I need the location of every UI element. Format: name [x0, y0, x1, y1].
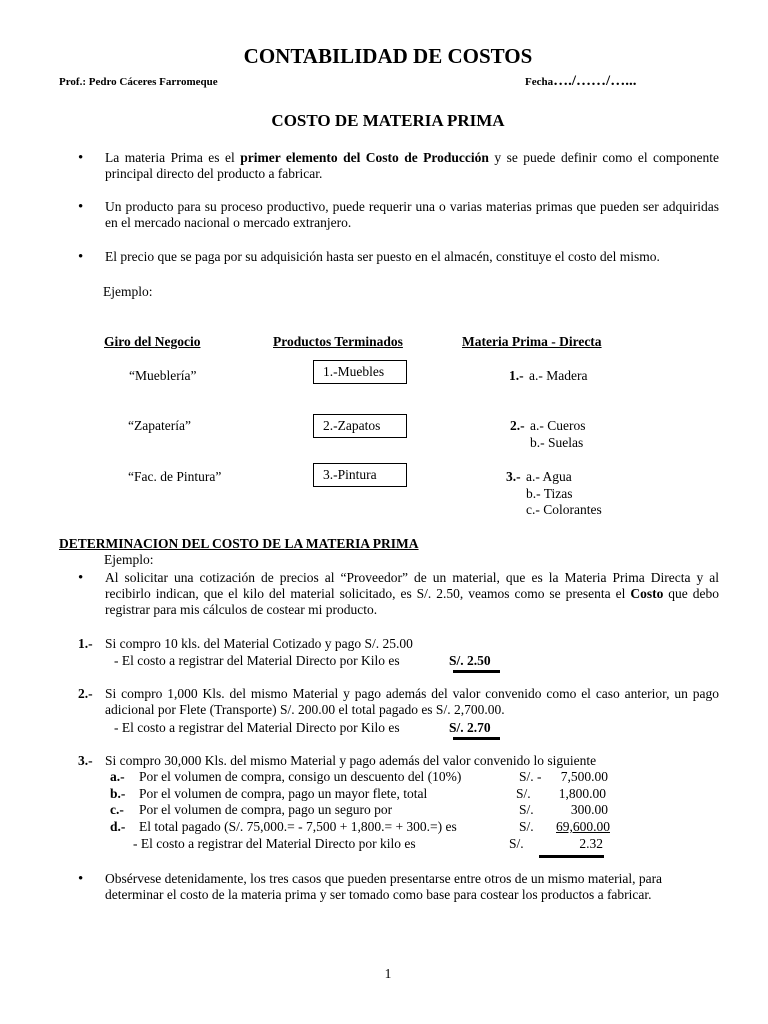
definition-post: y se puede definir como el componente principal directo del producto a fabricar. [105, 150, 719, 181]
item-text: El total pagado (S/. 75,000.= - 7,500 + 1,800.= + 300.=) es [139, 819, 457, 834]
result-underline [453, 670, 500, 673]
product-box: 3.-Pintura [313, 463, 407, 487]
item-amount: 1,800.00 [558, 786, 606, 801]
case-subtext: - El costo a registrar del Material Directo por Kilo es [114, 653, 400, 668]
case-result: S/. 2.50 [449, 653, 491, 668]
item-text: Por el volumen de compra, pago un mayor flete, total [139, 786, 428, 801]
case-text: Si compro 10 kls. del Material Cotizado y pago S/. 25.00 [105, 636, 413, 651]
item-label: c.- [110, 802, 124, 817]
case-number: 3.- [78, 753, 93, 768]
date-label: Fecha [525, 76, 554, 88]
bullet-icon: • [78, 871, 84, 887]
bullet-icon: • [78, 150, 84, 166]
cotizacion-pre: Al solicitar una cotización de precios al “Proveedor” de un material, que es la Materia Prima Directa y al recibirlo indican, que el kilo del material solicitado, es S/. 2.50, veamos como se presenta el [105, 570, 719, 601]
materia-item: c.- Colorantes [526, 502, 602, 517]
item-currency: S/. [519, 819, 534, 834]
product-box: 1.-Muebles [313, 360, 407, 384]
item-currency: S/. [516, 786, 531, 801]
item-label: b.- [110, 786, 126, 801]
definition-pre: La materia Prima es el [105, 150, 241, 165]
paragraph-cotizacion [105, 570, 719, 618]
page-number: 1 [384, 966, 392, 981]
table-row-giro: “Mueblería” [129, 368, 197, 383]
section-title-determinacion: DETERMINACION DEL COSTO DE LA MATERIA PRIMA [59, 536, 419, 551]
case-subtext: - El costo a registrar del Material Directo por kilo es [133, 836, 416, 851]
materia-item: b.- Tizas [526, 486, 573, 501]
table-header-productos: Productos Terminados [273, 334, 403, 349]
paragraph-closing: Obsérvese detenidamente, los tres casos que pueden presentarse entre otros de un mismo material, para determinar el costo de la materia prima y ser tomado como base para costear los productos a fabricar. [105, 871, 663, 902]
item-currency: S/. [519, 802, 534, 817]
case-number: 1.- [78, 636, 93, 651]
cotizacion-post: que debo registrar para mis cálculos de costear mi producto. [105, 586, 720, 617]
item-amount: 300.00 [570, 802, 608, 817]
item-text: Por el volumen de compra, pago un seguro por [139, 802, 393, 817]
materia-item: b.- Suelas [530, 435, 584, 450]
case-result: 2.32 [579, 836, 603, 851]
paragraph-productive-process: Un producto para su proceso productivo, puede requerir una o varias materias primas que pueden ser adquiridas en el mercado nacional o mercado extranjero. [105, 199, 719, 230]
item-label: d.- [110, 819, 126, 834]
materia-item: a.- Madera [529, 368, 588, 383]
table-row-giro: “Zapatería” [128, 418, 191, 433]
case-text: Si compro 30,000 Kls. del mismo Material y pago además del valor convenido lo siguiente [105, 753, 597, 768]
cotizacion-bold: Costo [630, 586, 664, 601]
bullet-icon: • [78, 199, 84, 215]
materia-number: 2.- [510, 418, 525, 433]
item-label: a.- [110, 769, 125, 784]
materia-number: 3.- [506, 469, 521, 484]
case-currency: S/. [509, 836, 524, 851]
result-underline [453, 737, 500, 740]
materia-number: 1.- [509, 368, 524, 383]
materia-item: a.- Agua [526, 469, 572, 484]
result-underline [539, 855, 604, 858]
table-header-giro: Giro del Negocio [104, 334, 201, 349]
table-header-materia: Materia Prima - Directa [462, 334, 602, 349]
professor-name: Prof.: Pedro Cáceres Farromeque [59, 76, 218, 88]
paragraph-price: El precio que se paga por su adquisición hasta ser puesto en el almacén, constituye el costo del mismo. [105, 249, 660, 264]
item-amount: 69,600.00 [556, 819, 610, 834]
section-title-costo-materia-prima: COSTO DE MATERIA PRIMA [271, 111, 505, 130]
table-row-giro: “Fac. de Pintura” [128, 469, 222, 484]
example-label: Ejemplo: [104, 552, 154, 567]
example-label: Ejemplo: [103, 284, 153, 299]
materia-item: a.- Cueros [530, 418, 586, 433]
paragraph-definition [105, 150, 719, 182]
bullet-icon: • [78, 570, 84, 586]
item-text: Por el volumen de compra, consigo un descuento del (10%) [139, 769, 462, 784]
case-number: 2.- [78, 686, 93, 701]
case-subtext: - El costo a registrar del Material Directo por Kilo es [114, 720, 400, 735]
bullet-icon: • [78, 249, 84, 265]
definition-bold: primer elemento del Costo de Producción [240, 150, 489, 165]
product-box: 2.-Zapatos [313, 414, 407, 438]
item-amount: 7,500.00 [560, 769, 608, 784]
date-placeholder: …./……/…... [553, 73, 637, 89]
case-text: Si compro 1,000 Kls. del mismo Material y pago además del valor convenido como el caso anterior, un pago adicional por Flete (Transporte) S/. 200.00 el total pagado es S/. 2,700.00. [105, 686, 719, 717]
page-title: CONTABILIDAD DE COSTOS [243, 44, 533, 68]
item-currency: S/. - [519, 769, 542, 784]
date-field [525, 72, 636, 91]
case-result: S/. 2.70 [449, 720, 491, 735]
